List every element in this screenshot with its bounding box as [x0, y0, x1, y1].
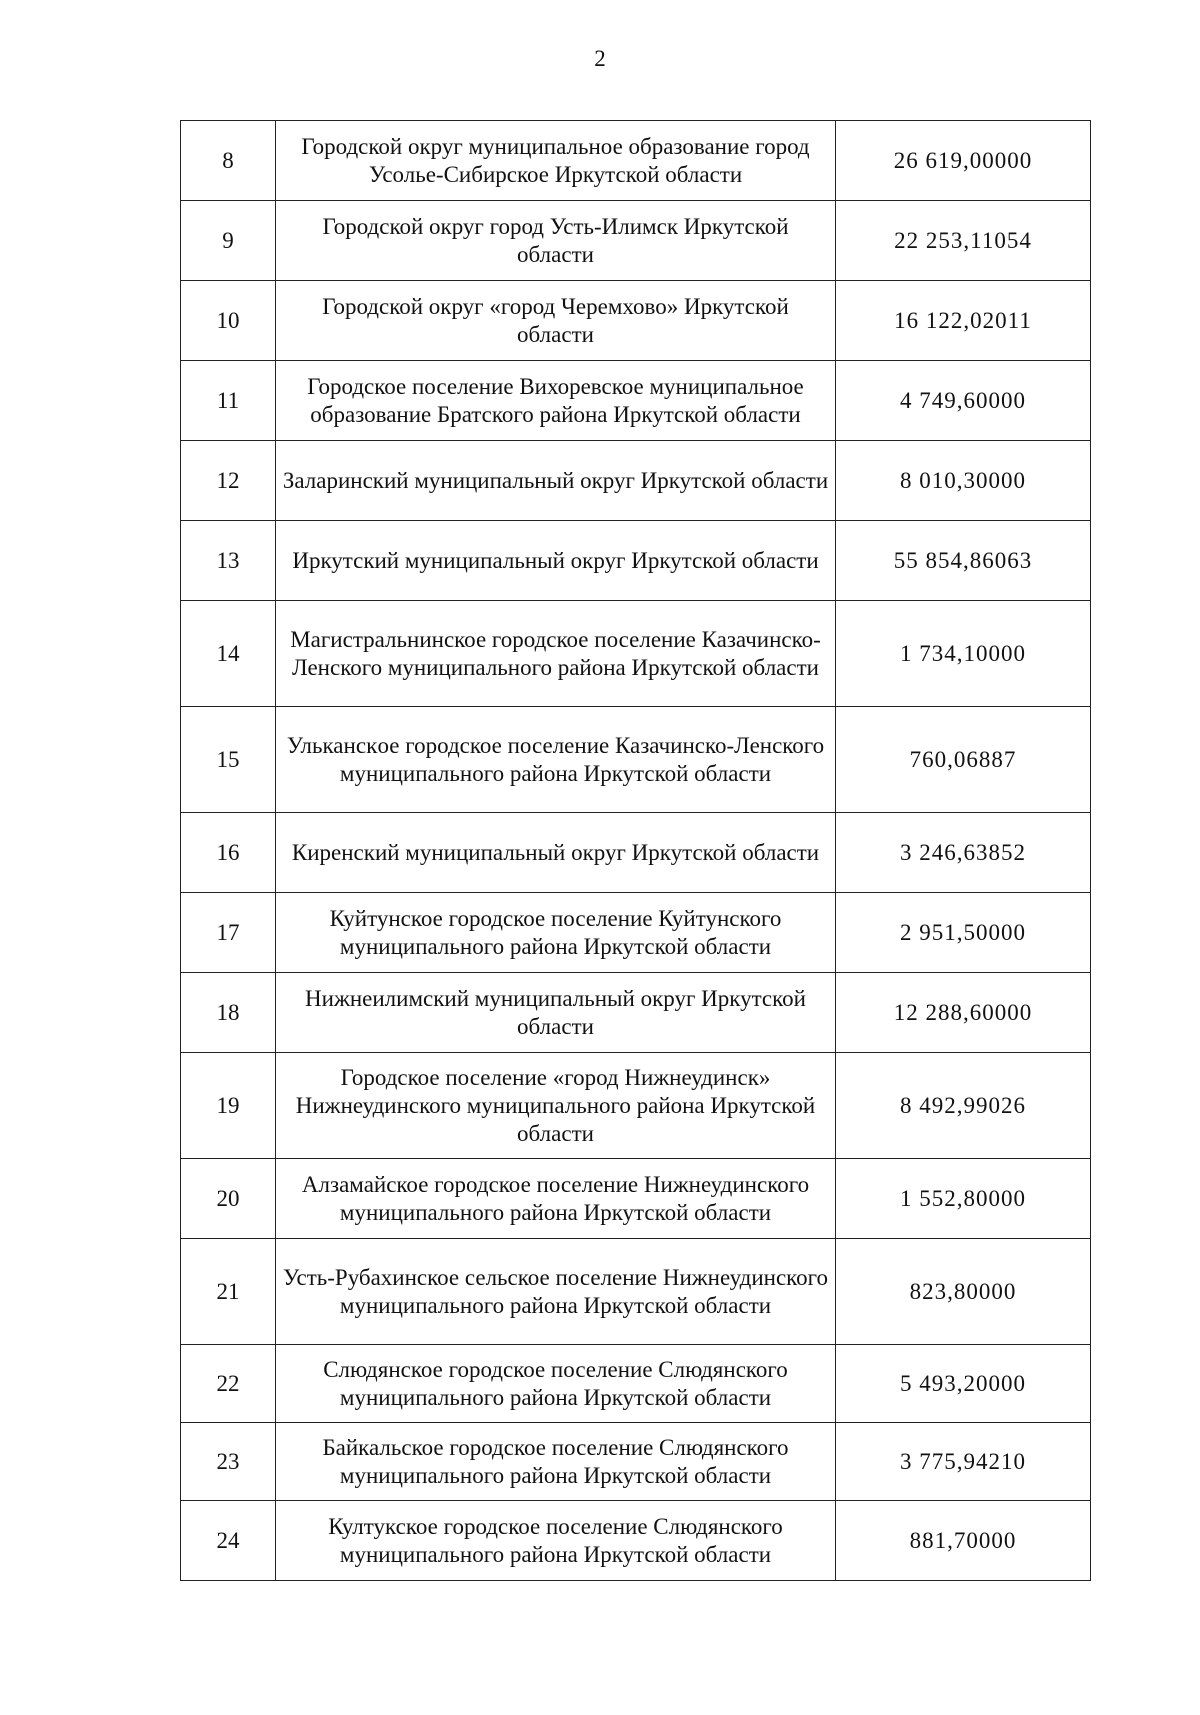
municipality-name: Городской округ «город Черемхово» Иркутской области — [276, 281, 836, 361]
amount-value: 5 493,20000 — [836, 1345, 1091, 1423]
municipality-name: Улькансĸое городское поселение Казачинско-Ленского муниципального района Иркутской области — [276, 707, 836, 813]
amount-value: 1 552,80000 — [836, 1159, 1091, 1239]
table-row — [181, 121, 1091, 201]
row-number: 23 — [181, 1423, 276, 1501]
table-row — [181, 201, 1091, 281]
table-row — [181, 973, 1091, 1053]
row-number: 15 — [181, 707, 276, 813]
row-number: 8 — [181, 121, 276, 201]
municipality-name: Байкальское городское поселение Слюдянского муниципального района Иркутской области — [276, 1423, 836, 1501]
row-number: 22 — [181, 1345, 276, 1423]
municipality-name: Усть-Рубахинское сельское поселение Нижнеудинского муниципального района Иркутской области — [276, 1239, 836, 1345]
table-row — [181, 361, 1091, 441]
amount-value: 16 122,02011 — [836, 281, 1091, 361]
amount-value: 760,06887 — [836, 707, 1091, 813]
amount-value: 22 253,11054 — [836, 201, 1091, 281]
table-row — [181, 813, 1091, 893]
table-row — [181, 1053, 1091, 1159]
table-row — [181, 1239, 1091, 1345]
amount-value: 3 246,63852 — [836, 813, 1091, 893]
allocation-table — [180, 120, 1091, 1581]
table-row — [181, 601, 1091, 707]
municipality-name: Городское поселение Вихоревское муниципальное образование Братского района Иркутской области — [276, 361, 836, 441]
table-row — [181, 1345, 1091, 1423]
municipality-name: Городской округ муниципальное образование город Усолье-Сибирское Иркутской области — [276, 121, 836, 201]
municipality-name: Иркутский муниципальный округ Иркутской области — [276, 521, 836, 601]
row-number: 24 — [181, 1501, 276, 1581]
row-number: 17 — [181, 893, 276, 973]
amount-value: 4 749,60000 — [836, 361, 1091, 441]
table-row — [181, 521, 1091, 601]
row-number: 18 — [181, 973, 276, 1053]
municipality-name: Слюдянское городское поселение Слюдянского муниципального района Иркутской области — [276, 1345, 836, 1423]
table-row — [181, 441, 1091, 521]
row-number: 12 — [181, 441, 276, 521]
row-number: 20 — [181, 1159, 276, 1239]
amount-value: 8 010,30000 — [836, 441, 1091, 521]
table-row — [181, 893, 1091, 973]
row-number: 9 — [181, 201, 276, 281]
table-row — [181, 707, 1091, 813]
amount-value: 823,80000 — [836, 1239, 1091, 1345]
row-number: 16 — [181, 813, 276, 893]
municipality-name: Нижнеилимский муниципальный округ Иркутской области — [276, 973, 836, 1053]
amount-value: 1 734,10000 — [836, 601, 1091, 707]
municipality-name: Городское поселение «город Нижнеудинск» Нижнеудинского муниципального района Иркутской области — [276, 1053, 836, 1159]
municipality-name: Городской округ город Усть-Илимск Иркутской области — [276, 201, 836, 281]
amount-value: 881,70000 — [836, 1501, 1091, 1581]
amount-value: 55 854,86063 — [836, 521, 1091, 601]
page-number: 2 — [594, 46, 606, 71]
table-row — [181, 1501, 1091, 1581]
row-number: 13 — [181, 521, 276, 601]
amount-value: 26 619,00000 — [836, 121, 1091, 201]
amount-value: 12 288,60000 — [836, 973, 1091, 1053]
row-number: 11 — [181, 361, 276, 441]
row-number: 21 — [181, 1239, 276, 1345]
table-row — [181, 1423, 1091, 1501]
row-number: 14 — [181, 601, 276, 707]
municipality-name: Алзамайское городское поселение Нижнеудинского муниципального района Иркутской области — [276, 1159, 836, 1239]
row-number: 10 — [181, 281, 276, 361]
municipality-name: Магистральнинское городское поселение Казачинско-Ленского муниципального района Иркутской области — [276, 601, 836, 707]
municipality-name: Киренский муниципальный округ Иркутской области — [276, 813, 836, 893]
table-row — [181, 1159, 1091, 1239]
amount-value: 8 492,99026 — [836, 1053, 1091, 1159]
municipality-name: Куйтунское городское поселение Куйтунского муниципального района Иркутской области — [276, 893, 836, 973]
table-row — [181, 281, 1091, 361]
municipality-name: Култукское городское поселение Слюдянского муниципального района Иркутской области — [276, 1501, 836, 1581]
municipality-name: Заларинский муниципальный округ Иркутской области — [276, 441, 836, 521]
row-number: 19 — [181, 1053, 276, 1159]
amount-value: 2 951,50000 — [836, 893, 1091, 973]
amount-value: 3 775,94210 — [836, 1423, 1091, 1501]
